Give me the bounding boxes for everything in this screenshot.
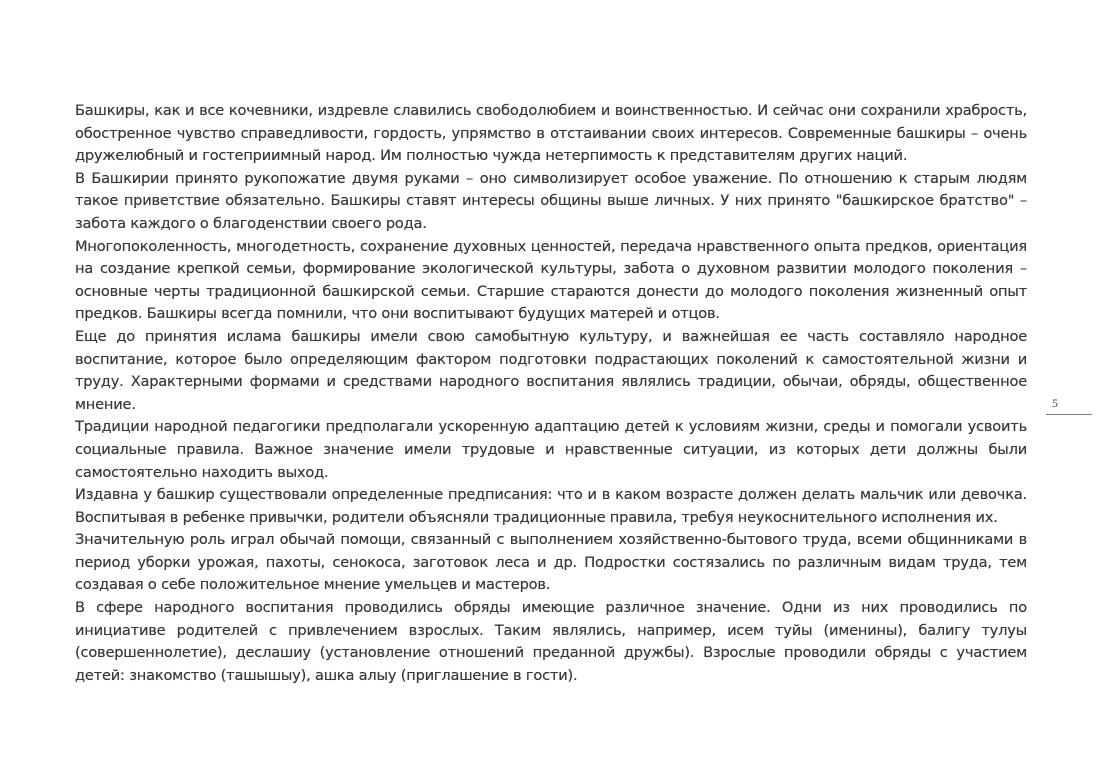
paragraph-3: Многопоколенность, многодетность, сохранение духовных ценностей, передача нравственного опыта предков, ориентация на создание крепкой семьи, формирование экологической культуры, забота о духовном развитии молодого поколения – основные черты традиционной башкирской семьи. Старшие стараются донести до молодого поколения жизненный опыт предков. Башкиры всегда помнили, что они воспитывают будущих матерей и отцов. — [75, 237, 1027, 323]
body-text — [75, 100, 1027, 687]
paragraph-1: Башкиры, как и все кочевники, издревле славились свободолюбием и воинственностью. И сейчас они сохранили храбрость, обостренное чувство справедливости, гордость, упрямство в отстаивании своих интересов. Современные башкиры – очень дружелюбный и гостеприимный народ. Им полностью чужда нетерпимость к представителям других наций. — [75, 102, 1027, 165]
paragraph-5: Традиции народной педагогики предполагали ускоренную адаптацию детей к условиям жизни, среды и помогали усвоить социальные правила. Важное значение имели трудовые и нравственные ситуации, из которых дети должны были самостоятельно находить выход. — [75, 418, 1027, 481]
page-number: 5 — [1052, 396, 1058, 410]
paragraph-2: В Башкирии принято рукопожатие двумя руками – оно символизирует особое уважение. По отношению к старым людям такое приветствие обязательно. Башкиры ставят интересы общины выше личных. У них принято "башкирское братство" – забота каждого о благоденствии своего рода. — [75, 169, 1027, 232]
page-number-rule — [1046, 414, 1092, 415]
paragraph-7: Значительную роль играл обычай помощи, связанный с выполнением хозяйственно-бытового труда, всеми общинниками в период уборки урожая, пахоты, сенокоса, заготовок леса и др. Подростки состязались по различным видам труда, тем создавая о себе положительное мнение умельцев и мастеров. — [75, 531, 1027, 594]
paragraph-8: В сфере народного воспитания проводились обряды имеющие различное значение. Одни из них проводились по инициативе родителей с привлечением взрослых. Таким являлись, например, исем туйы (именины), балигу тулуы (совершеннолетие), деслашиу (установление отношений преданной дружбы). Взрослые проводили обряды с участием детей: знакомство (ташышыу), ашка алыу (приглашение в гости). — [75, 599, 1027, 684]
paragraph-6: Издавна у башкир существовали определенные предписания: что и в каком возрасте должен делать мальчик или девочка. Воспитывая в ребенке привычки, родители объясняли традиционные правила, требуя неукоснительного исполнения их. — [75, 486, 1027, 526]
paragraph-4: Еще до принятия ислама башкиры имели свою самобытную культуру, и важнейшая ее часть составляло народное воспитание, которое было определяющим фактором подготовки подрастающих поколений к самостоятельной жизни и труду. Характерными формами и средствами народного воспитания являлись традиции, обычаи, обряды, общественное мнение. — [75, 327, 1027, 413]
